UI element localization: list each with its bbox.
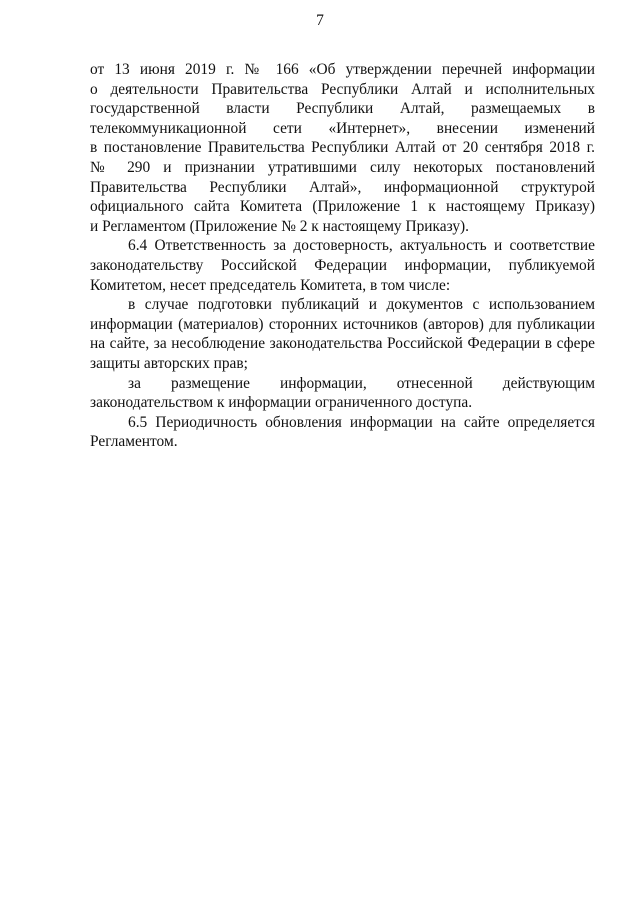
text-line: Регламентом. — [90, 433, 178, 451]
text-line: законодательству Российской Федерации информации, публикуемой — [90, 256, 595, 274]
text-line: телекоммуникационной сети «Интернет», внесении изменений — [90, 119, 595, 137]
text-line: и Регламентом (Приложение № 2 к настоящему Приказу). — [90, 217, 470, 235]
document-body — [90, 60, 595, 452]
text-line: законодательством к информации ограниченного доступа. — [90, 394, 473, 412]
paragraph-6-4-first-line: 6.4 Ответственность за достоверность, актуальность и соответствие — [128, 237, 595, 255]
text-line: от 13 июня 2019 г. № 166 «Об утверждении перечней информации — [90, 61, 595, 78]
page-number: 7 — [316, 12, 324, 29]
text-line: защиты авторских прав; — [90, 354, 248, 372]
text-line: № 290 и признании утратившими силу некоторых постановлений — [90, 158, 595, 176]
text-line: на сайте, за несоблюдение законодательства Российской Федерации в сфере — [90, 335, 595, 353]
text-line: информации (материалов) сторонних источников (авторов) для публикации — [90, 315, 595, 333]
list-item-first-line: за размещение информации, отнесенной действующим — [128, 374, 595, 392]
paragraph-6-5-first-line: 6.5 Периодичность обновления информации на сайте определяется — [128, 413, 595, 431]
text-line: Правительства Республики Алтай», информационной структурой — [90, 178, 595, 196]
text-line: официального сайта Комитета (Приложение 1 к настоящему Приказу) — [90, 198, 595, 216]
list-item-first-line: в случае подготовки публикаций и документов с использованием — [128, 296, 595, 314]
text-line: о деятельности Правительства Республики Алтай и исполнительных — [90, 80, 595, 98]
text-line: Комитетом, несет председатель Комитета, в том числе: — [90, 276, 451, 294]
text-line: в постановление Правительства Республики Алтай от 20 сентября 2018 г. — [90, 139, 595, 157]
text-line: государственной власти Республики Алтай, размещаемых в — [90, 100, 595, 118]
